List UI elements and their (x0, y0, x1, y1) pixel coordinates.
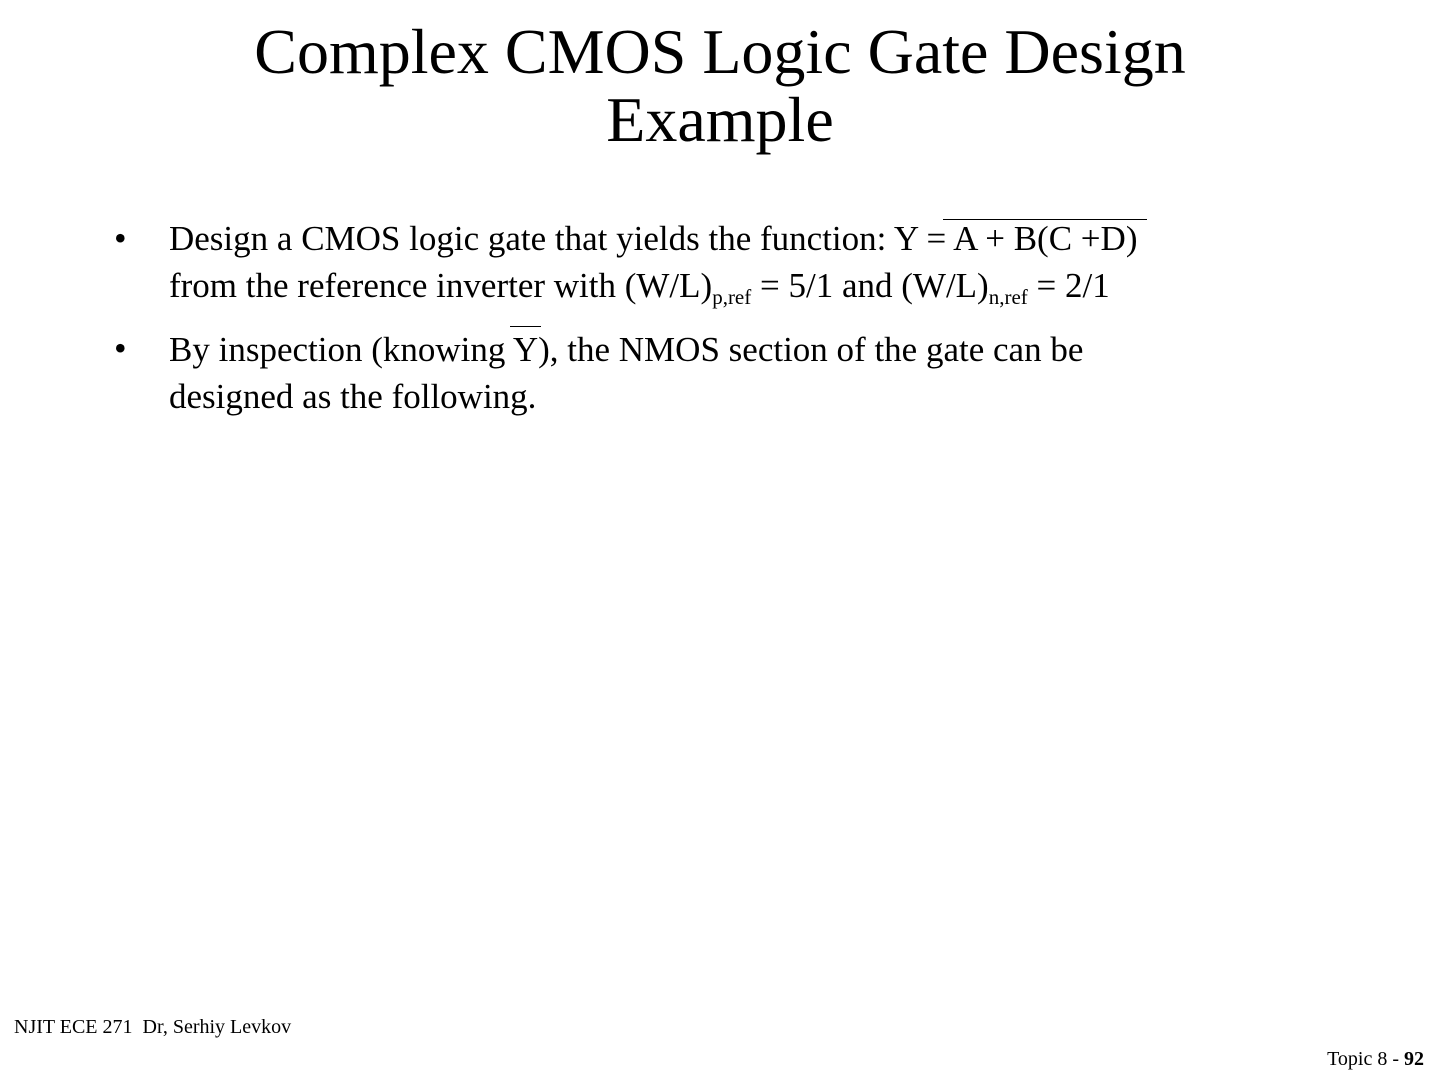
bullet-1-text-wl-n: = 5/1 and (W/L) (751, 266, 989, 305)
bullet-text-1 (169, 215, 1349, 309)
bullet-1-line-2 (169, 262, 1349, 309)
bullet-dot-1: • (114, 218, 127, 258)
bullet-1-text-start: Design a CMOS logic gate that yields the function: Y = (169, 219, 954, 258)
bullet-2-line-1 (169, 326, 1349, 373)
overlined-y (513, 330, 538, 369)
bullet-text-2 (169, 326, 1349, 420)
bullet-1-line-1 (169, 215, 1349, 262)
bullet-2-line-2: designed as the following. (169, 377, 537, 416)
bullet-2-text-start: By inspection (knowing (169, 330, 513, 369)
bullet-dot-2: • (114, 328, 127, 368)
subscript-p-ref: p,ref (712, 285, 752, 309)
overlined-expression-text: A + B(C +D) (953, 219, 1138, 258)
slide-title-line-2: Example (606, 84, 834, 155)
overline-bar-y (510, 326, 541, 327)
bullet-1-text-end: = 2/1 (1027, 266, 1110, 305)
bullet-1-text-wl-p: from the reference inverter with (W/L) (169, 266, 713, 305)
slide-title-line-1: Complex CMOS Logic Gate Design (254, 16, 1186, 87)
bullet-2-text-end: ), the NMOS section of the gate can be (538, 330, 1084, 369)
overlined-y-text: Y (512, 330, 539, 369)
footer-course-author: NJIT ECE 271 Dr, Serhiy Levkov (14, 1016, 292, 1038)
footer-topic-label: Topic 8 - (1327, 1048, 1404, 1070)
footer-page-number (1327, 1048, 1424, 1071)
footer-page-value: 92 (1404, 1048, 1424, 1070)
overline-bar (943, 219, 1147, 220)
subscript-n-ref: n,ref (988, 285, 1028, 309)
overlined-expression (953, 219, 1137, 258)
